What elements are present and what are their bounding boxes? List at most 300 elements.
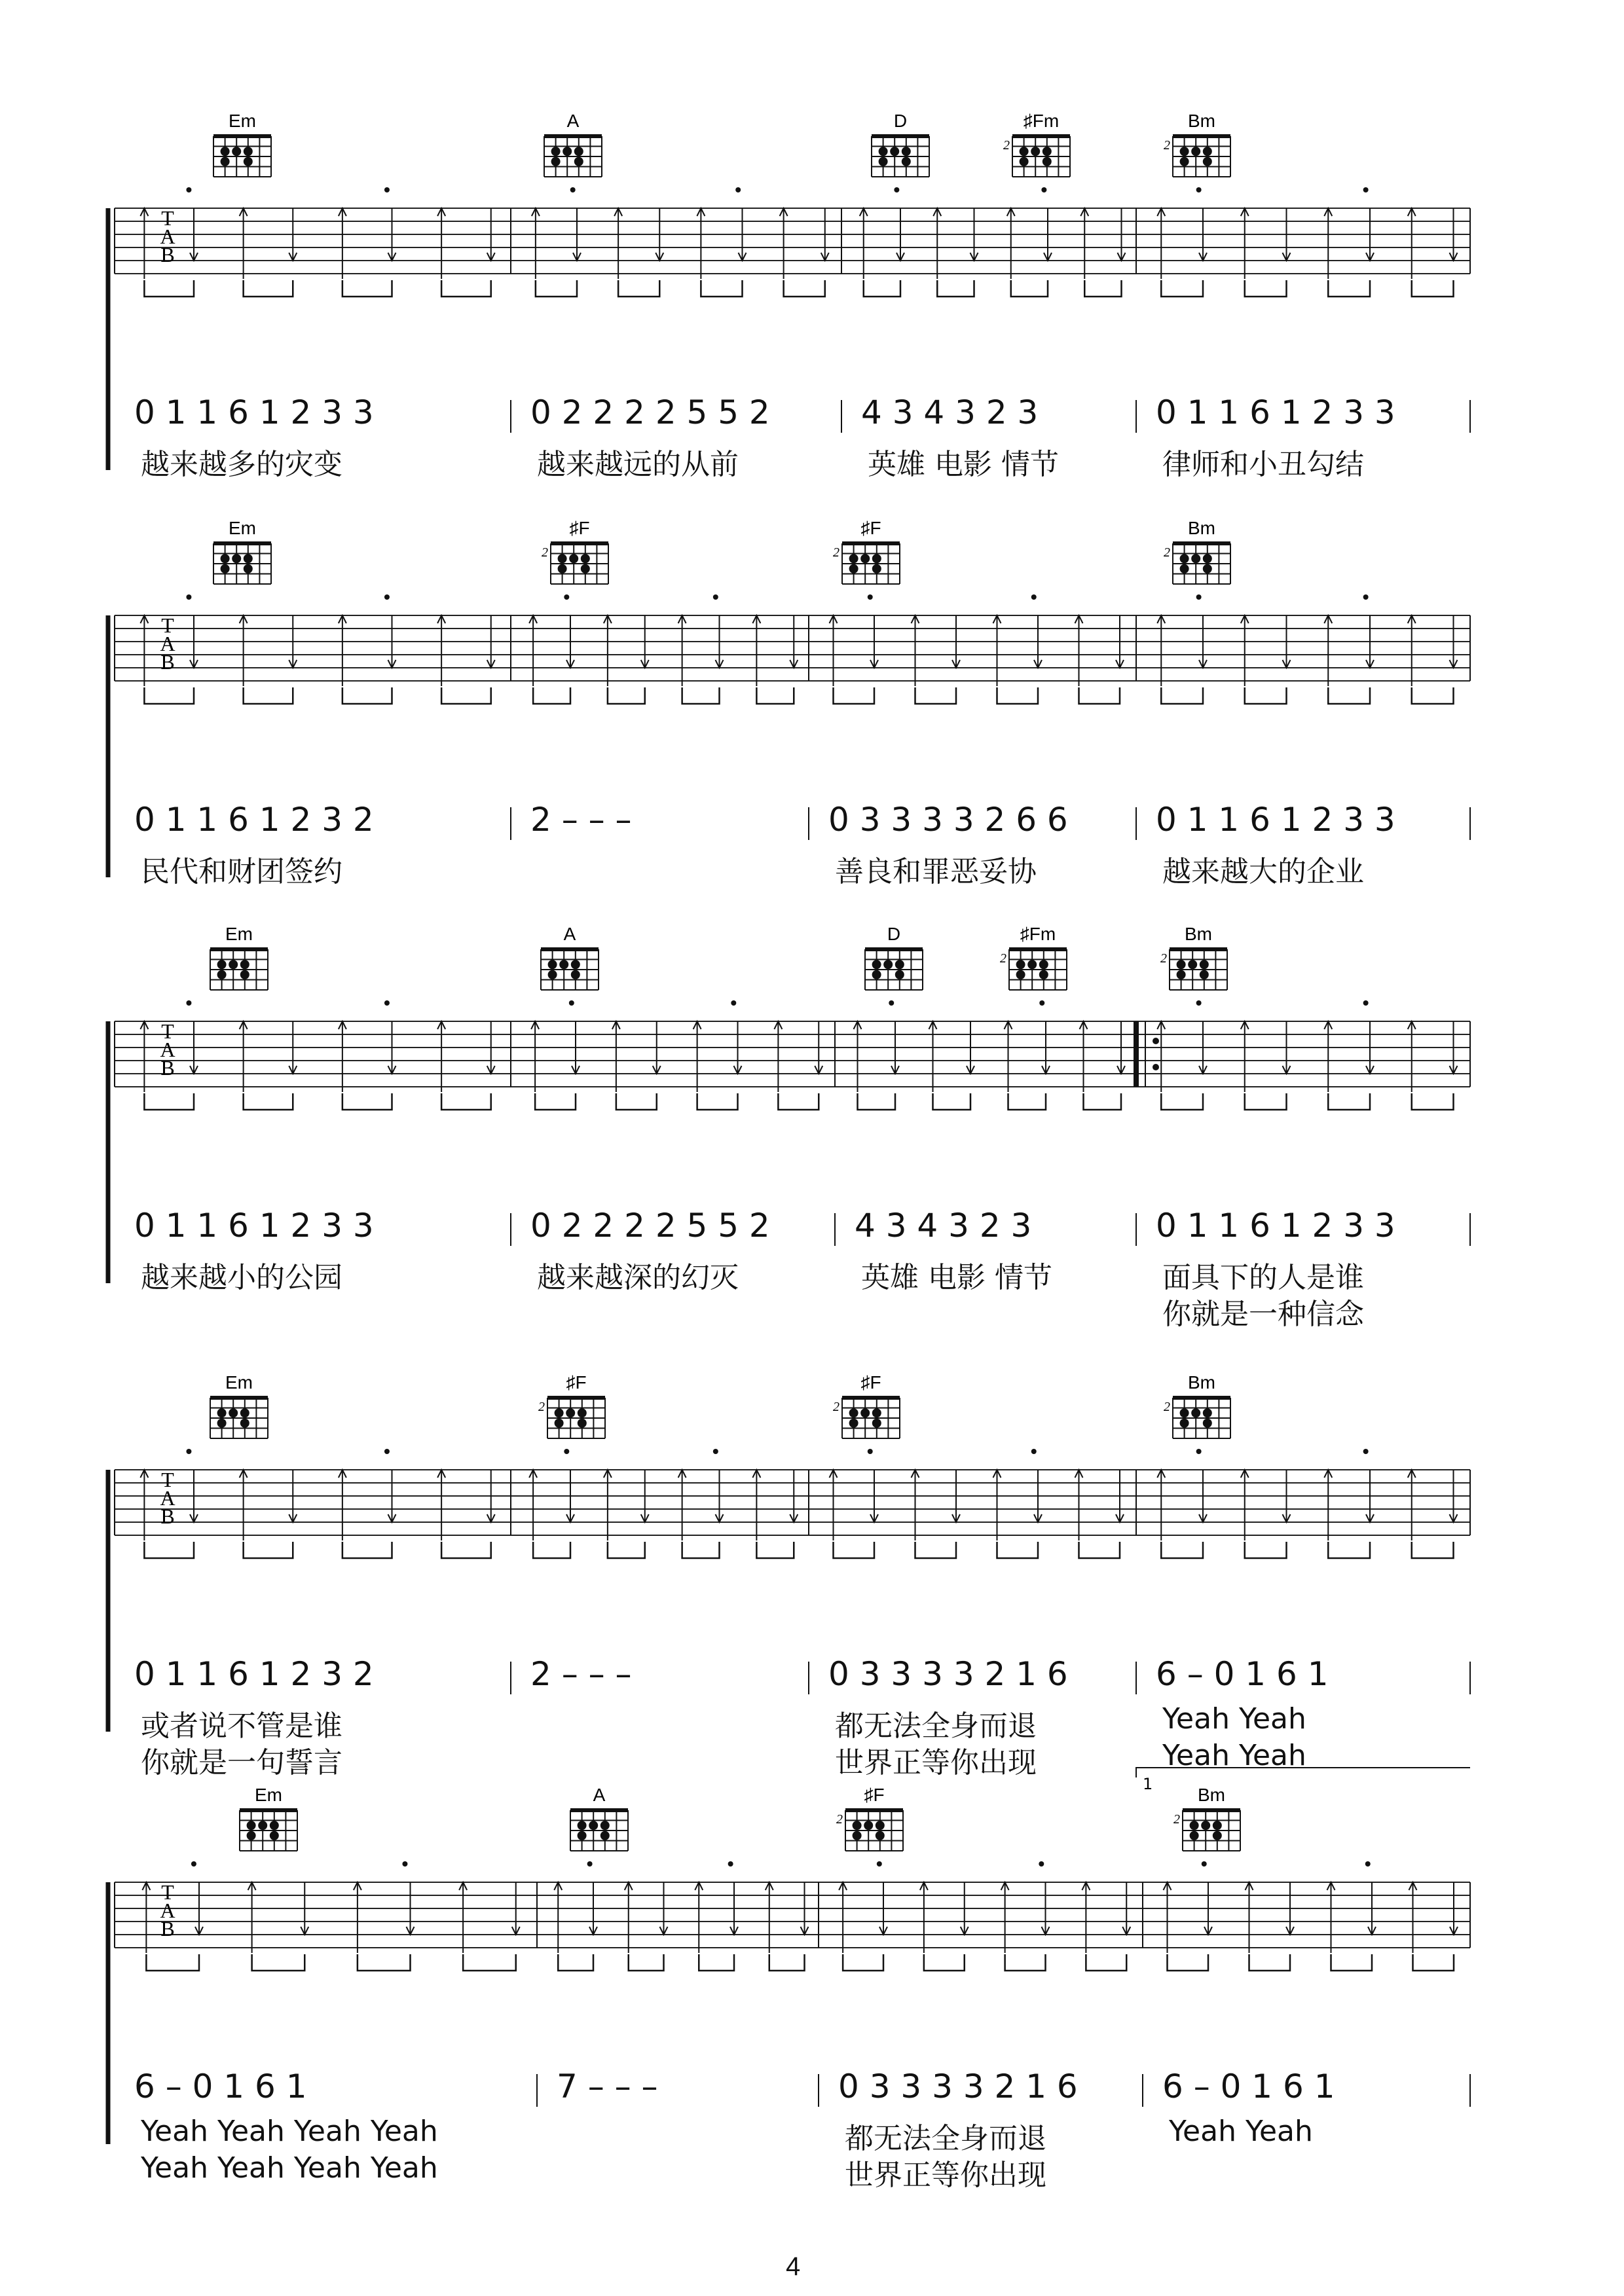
beam: [1328, 687, 1370, 704]
chord-name: Bm: [1185, 924, 1212, 944]
beam: [756, 1542, 794, 1558]
finger-dot: [895, 970, 904, 979]
chord-name: Bm: [1188, 1372, 1215, 1393]
finger-dot: [244, 554, 253, 563]
finger-dot: [1203, 1419, 1212, 1428]
finger-dot: [1177, 960, 1186, 969]
chord-name: Em: [229, 111, 256, 131]
tab-clef-letter: A: [160, 225, 175, 248]
tab-clef-letter: B: [160, 243, 175, 266]
finger-dot: [1180, 1408, 1189, 1417]
finger-dot: [571, 970, 580, 979]
chord-name: D: [893, 111, 908, 131]
finger-dot: [872, 554, 881, 563]
chord-diagram: [1164, 1372, 1230, 1438]
finger-dot: [1016, 970, 1025, 979]
finger-dot: [1039, 970, 1048, 979]
volta-label: 1: [1143, 1775, 1153, 1793]
finger-dot: [229, 960, 238, 969]
beam: [1245, 1093, 1287, 1110]
lyric-line: 英雄 电影 情节: [868, 448, 1059, 481]
beam: [441, 687, 491, 704]
chord-diagram: [1164, 111, 1230, 177]
beam: [933, 1093, 971, 1110]
beam: [441, 1542, 491, 1558]
chord-name: ♯F: [569, 518, 590, 538]
chord-diagram: [1003, 111, 1070, 177]
finger-dot: [571, 960, 580, 969]
beam: [342, 1542, 392, 1558]
finger-dot: [551, 157, 561, 166]
numbered-notation: 0 2 2 2 2 5 5 2: [530, 1207, 770, 1245]
finger-dot: [1180, 1419, 1189, 1428]
beam: [1161, 687, 1203, 704]
finger-dot: [1177, 970, 1186, 979]
beam: [608, 687, 645, 704]
beam: [1328, 280, 1370, 297]
beam: [608, 1542, 645, 1558]
fret-number: 2: [542, 545, 548, 560]
beam: [1161, 280, 1203, 297]
finger-dot: [1190, 1831, 1199, 1840]
beam: [864, 280, 900, 297]
finger-dot: [1203, 157, 1212, 166]
beam: [144, 687, 194, 704]
beam: [244, 280, 293, 297]
numbered-notation: 0 3 3 3 3 2 1 6: [828, 1655, 1068, 1693]
chord-name: ♯F: [566, 1372, 587, 1393]
lyric-line: 或者说不管是谁: [141, 1709, 342, 1743]
beam: [616, 1093, 657, 1110]
beam: [699, 1954, 734, 1971]
finger-dot: [1180, 554, 1189, 563]
numbered-notation: 6 – 0 1 6 1: [1156, 1655, 1329, 1693]
finger-dot: [229, 1408, 238, 1417]
tab-clef-letter: T: [161, 206, 174, 230]
chord-diagram: [210, 1372, 268, 1438]
beam: [1412, 687, 1454, 704]
numbered-notation: 0 1 1 6 1 2 3 3: [134, 1207, 374, 1245]
finger-dot: [247, 1831, 256, 1840]
finger-dot: [1201, 1821, 1210, 1830]
tab-clef-letter: T: [161, 1468, 174, 1491]
finger-dot: [232, 147, 241, 156]
page-number: 4: [786, 2252, 801, 2281]
tab-clef-letter: A: [160, 632, 175, 655]
beam: [756, 687, 794, 704]
chord-name: Em: [255, 1785, 282, 1805]
tab-clef-letter: A: [160, 1486, 175, 1510]
beam: [1413, 1954, 1454, 1971]
numbered-notation: 0 1 1 6 1 2 3 3: [1156, 1207, 1395, 1245]
beam: [1011, 280, 1048, 297]
beam: [441, 1093, 491, 1110]
finger-dot: [872, 960, 881, 969]
finger-dot: [600, 1831, 610, 1840]
lyric-line: 你就是一句誓言: [141, 1746, 342, 1779]
finger-dot: [1213, 1821, 1222, 1830]
chord-name: A: [563, 924, 576, 944]
finger-dot: [876, 1831, 885, 1840]
finger-dot: [548, 970, 557, 979]
finger-dot: [864, 1821, 873, 1830]
finger-dot: [240, 1408, 249, 1417]
finger-dot: [1191, 147, 1200, 156]
finger-dot: [902, 157, 911, 166]
chord-diagram: [213, 518, 271, 584]
finger-dot: [217, 970, 227, 979]
finger-dot: [1203, 1408, 1212, 1417]
finger-dot: [1043, 157, 1052, 166]
fret-number: 2: [1164, 545, 1170, 560]
lyric-line: Yeah Yeah: [1169, 2115, 1313, 2148]
chord-diagram: [240, 1785, 297, 1851]
finger-dot: [853, 1831, 862, 1840]
chord-diagram: [1160, 924, 1227, 990]
beam: [915, 1542, 957, 1558]
numbered-notation: 0 1 1 6 1 2 3 2: [134, 801, 374, 839]
finger-dot: [1039, 960, 1048, 969]
finger-dot: [1191, 554, 1200, 563]
finger-dot: [589, 1821, 598, 1830]
beam: [1005, 1954, 1046, 1971]
lyric-line: 越来越大的企业: [1162, 855, 1364, 888]
finger-dot: [872, 1408, 881, 1417]
lyric-line: 善良和罪恶妥协: [835, 855, 1037, 888]
chord-diagram: [213, 111, 271, 177]
finger-dot: [1180, 147, 1189, 156]
chord-name: Em: [225, 1372, 253, 1393]
finger-dot: [558, 554, 567, 563]
chord-diagram: [542, 518, 608, 584]
beam: [1328, 1542, 1370, 1558]
lyric-line: Yeah Yeah: [1162, 1702, 1306, 1736]
beam: [144, 1093, 194, 1110]
chord-name: A: [566, 111, 580, 131]
beam: [843, 1954, 883, 1971]
tab-clef-letter: B: [160, 1917, 175, 1941]
finger-dot: [244, 157, 253, 166]
beam: [441, 280, 491, 297]
beam: [701, 280, 742, 297]
beam: [146, 1954, 199, 1971]
chord-name: ♯F: [864, 1785, 885, 1805]
finger-dot: [902, 147, 911, 156]
beam: [533, 687, 570, 704]
tab-clef-letter: T: [161, 1880, 174, 1904]
finger-dot: [860, 1408, 870, 1417]
beam: [252, 1954, 305, 1971]
finger-dot: [1190, 1821, 1199, 1830]
tab-clef-letter: T: [161, 613, 174, 637]
chord-name: ♯Fm: [1023, 111, 1060, 131]
finger-dot: [1020, 147, 1029, 156]
finger-dot: [849, 1419, 858, 1428]
beam: [915, 687, 957, 704]
chord-diagram: [1000, 924, 1067, 990]
tab-clef-letter: B: [160, 1056, 175, 1080]
finger-dot: [578, 1831, 587, 1840]
finger-dot: [221, 157, 230, 166]
numbered-notation: 0 1 1 6 1 2 3 3: [1156, 393, 1395, 431]
finger-dot: [879, 147, 888, 156]
beam: [834, 1542, 875, 1558]
beam: [1084, 1093, 1122, 1110]
numbered-notation: 2 – – –: [530, 801, 632, 839]
beam: [618, 280, 659, 297]
finger-dot: [1031, 147, 1040, 156]
finger-dot: [1203, 147, 1212, 156]
chord-name: ♯F: [860, 1372, 881, 1393]
finger-dot: [247, 1821, 256, 1830]
beam: [1084, 280, 1121, 297]
numbered-notation: 4 3 4 3 2 3: [861, 393, 1039, 431]
beam: [1161, 1542, 1203, 1558]
finger-dot: [860, 554, 870, 563]
finger-dot: [566, 1408, 575, 1417]
finger-dot: [581, 554, 590, 563]
beam: [1249, 1954, 1291, 1971]
finger-dot: [600, 1821, 610, 1830]
finger-dot: [270, 1831, 279, 1840]
fret-number: 2: [1164, 1400, 1170, 1414]
lyric-line: 越来越多的灾变: [141, 448, 342, 481]
finger-dot: [578, 1821, 587, 1830]
finger-dot: [578, 1419, 587, 1428]
finger-dot: [1027, 960, 1037, 969]
beam: [342, 280, 392, 297]
beam: [834, 687, 875, 704]
chord-name: Em: [225, 924, 253, 944]
beam: [1412, 1542, 1454, 1558]
fret-number: 2: [833, 1400, 840, 1414]
chord-diagram: [833, 518, 900, 584]
finger-dot: [240, 960, 249, 969]
finger-dot: [217, 1408, 227, 1417]
finger-dot: [563, 147, 572, 156]
beam: [778, 1093, 819, 1110]
finger-dot: [551, 147, 561, 156]
fret-number: 2: [1160, 951, 1167, 966]
finger-dot: [244, 147, 253, 156]
numbered-notation: 7 – – –: [557, 2068, 658, 2105]
numbered-notation: 0 1 1 6 1 2 3 2: [134, 1655, 374, 1693]
lyric-line: 世界正等你出现: [835, 1746, 1037, 1779]
finger-dot: [1020, 157, 1029, 166]
chord-name: Bm: [1188, 518, 1215, 538]
chord-diagram: [538, 1372, 605, 1438]
finger-dot: [1200, 970, 1209, 979]
beam: [1168, 1954, 1209, 1971]
tab-clef-letter: T: [161, 1019, 174, 1043]
numbered-notation: 0 1 1 6 1 2 3 3: [1156, 801, 1395, 839]
lyric-line: 世界正等你出现: [845, 2159, 1046, 2192]
numbered-notation: 2 – – –: [530, 1655, 632, 1693]
chord-name: Em: [229, 518, 256, 538]
finger-dot: [578, 1408, 587, 1417]
lyric-line: 都无法全身而退: [845, 2122, 1046, 2155]
beam: [1331, 1954, 1373, 1971]
numbered-notation: 6 – 0 1 6 1: [134, 2068, 307, 2105]
finger-dot: [895, 960, 904, 969]
finger-dot: [1191, 1408, 1200, 1417]
beam: [244, 1093, 293, 1110]
fret-number: 2: [1173, 1812, 1180, 1827]
finger-dot: [555, 1419, 564, 1428]
finger-dot: [232, 554, 241, 563]
beam: [144, 280, 194, 297]
lyric-line: 面具下的人是谁: [1162, 1261, 1364, 1294]
chord-name: Bm: [1188, 111, 1215, 131]
chord-name: Bm: [1198, 1785, 1225, 1805]
beam: [682, 687, 720, 704]
finger-dot: [240, 1419, 249, 1428]
finger-dot: [883, 960, 893, 969]
finger-dot: [221, 554, 230, 563]
finger-dot: [849, 1408, 858, 1417]
lyric-line: 英雄 电影 情节: [861, 1261, 1052, 1294]
finger-dot: [1016, 960, 1025, 969]
beam: [342, 687, 392, 704]
fret-number: 2: [1003, 138, 1010, 153]
chord-diagram: [541, 924, 599, 990]
finger-dot: [1043, 147, 1052, 156]
chord-diagram: [872, 111, 929, 177]
beam: [997, 1542, 1039, 1558]
beam: [536, 280, 577, 297]
finger-dot: [1188, 960, 1197, 969]
finger-dot: [548, 960, 557, 969]
beam: [858, 1093, 896, 1110]
numbered-notation: 0 1 1 6 1 2 3 3: [134, 393, 374, 431]
finger-dot: [221, 147, 230, 156]
lyric-line: 你就是一种信念: [1162, 1298, 1364, 1331]
fret-number: 2: [1000, 951, 1006, 966]
beam: [1328, 1093, 1370, 1110]
beam: [1161, 1093, 1203, 1110]
finger-dot: [258, 1821, 267, 1830]
finger-dot: [244, 564, 253, 574]
beam: [784, 280, 825, 297]
finger-dot: [555, 1408, 564, 1417]
beam: [769, 1954, 805, 1971]
beam: [1245, 1542, 1287, 1558]
lyric-line: Yeah Yeah Yeah Yeah: [141, 2151, 438, 2185]
finger-dot: [1203, 564, 1212, 574]
lyric-line: 律师和小丑勾结: [1162, 448, 1364, 481]
finger-dot: [1180, 157, 1189, 166]
lyric-line: 民代和财团签约: [141, 855, 342, 888]
finger-dot: [872, 970, 881, 979]
finger-dot: [890, 147, 899, 156]
finger-dot: [270, 1821, 279, 1830]
tab-clef-letter: B: [160, 1504, 175, 1528]
beam: [1412, 280, 1454, 297]
lyric-line: 越来越小的公园: [141, 1261, 342, 1294]
finger-dot: [559, 960, 568, 969]
chord-diagram: [1164, 518, 1230, 584]
lyric-line: Yeah Yeah: [1162, 1739, 1306, 1772]
finger-dot: [221, 564, 230, 574]
beam: [682, 1542, 720, 1558]
chord-diagram: [570, 1785, 628, 1851]
beam: [1079, 1542, 1120, 1558]
chord-diagram: [544, 111, 602, 177]
finger-dot: [849, 564, 858, 574]
beam: [924, 1954, 965, 1971]
tab-clef-letter: B: [160, 650, 175, 674]
beam: [937, 280, 974, 297]
finger-dot: [240, 970, 249, 979]
chord-diagram: [836, 1785, 903, 1851]
beam: [1412, 1093, 1454, 1110]
finger-dot: [1213, 1831, 1222, 1840]
chord-diagram: [833, 1372, 900, 1438]
finger-dot: [872, 564, 881, 574]
beam: [558, 1954, 593, 1971]
chord-name: A: [593, 1785, 606, 1805]
chord-diagram: [865, 924, 923, 990]
finger-dot: [849, 554, 858, 563]
finger-dot: [569, 554, 578, 563]
finger-dot: [1180, 564, 1189, 574]
finger-dot: [876, 1821, 885, 1830]
lyric-line: 都无法全身而退: [835, 1709, 1037, 1743]
chord-name: ♯F: [860, 518, 881, 538]
chord-name: D: [887, 924, 901, 944]
beam: [1245, 280, 1287, 297]
finger-dot: [872, 1419, 881, 1428]
tab-clef-letter: A: [160, 1038, 175, 1061]
finger-dot: [879, 157, 888, 166]
beam: [997, 687, 1039, 704]
tab-clef-letter: A: [160, 1899, 175, 1922]
numbered-notation: 6 – 0 1 6 1: [1162, 2068, 1335, 2105]
lyric-line: Yeah Yeah Yeah Yeah: [141, 2115, 438, 2148]
beam: [144, 1542, 194, 1558]
lyric-line: 越来越远的从前: [537, 448, 739, 481]
beam: [629, 1954, 664, 1971]
fret-number: 2: [1164, 138, 1170, 153]
fret-number: 2: [833, 545, 840, 560]
fret-number: 2: [836, 1812, 843, 1827]
numbered-notation: 0 3 3 3 3 2 1 6: [838, 2068, 1078, 2105]
chord-name: ♯Fm: [1020, 924, 1056, 944]
beam: [533, 1542, 570, 1558]
finger-dot: [853, 1821, 862, 1830]
finger-dot: [574, 147, 583, 156]
chord-diagram: [1173, 1785, 1240, 1851]
numbered-notation: 0 3 3 3 3 2 6 6: [828, 801, 1068, 839]
finger-dot: [1203, 554, 1212, 563]
chord-diagram: [210, 924, 268, 990]
finger-dot: [217, 1419, 227, 1428]
numbered-notation: 4 3 4 3 2 3: [855, 1207, 1032, 1245]
finger-dot: [574, 157, 583, 166]
beam: [535, 1093, 576, 1110]
lyric-line: 越来越深的幻灭: [537, 1261, 739, 1294]
beam: [1086, 1954, 1126, 1971]
beam: [244, 1542, 293, 1558]
beam: [1008, 1093, 1046, 1110]
beam: [1245, 687, 1287, 704]
beam: [244, 687, 293, 704]
fret-number: 2: [538, 1400, 545, 1414]
finger-dot: [558, 564, 567, 574]
finger-dot: [1200, 960, 1209, 969]
beam: [697, 1093, 738, 1110]
finger-dot: [217, 960, 227, 969]
